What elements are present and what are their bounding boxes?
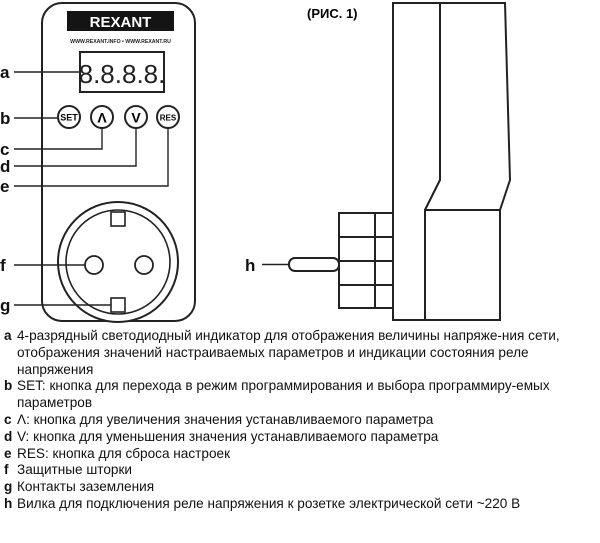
- callout-a: a: [0, 63, 10, 82]
- side-view: [289, 3, 510, 320]
- legend-item: [4, 378, 596, 412]
- brand-name: REXANT: [89, 14, 152, 31]
- callout-d: d: [0, 157, 11, 176]
- socket-hole-left: [85, 256, 103, 274]
- grounding-contact-top: [111, 212, 125, 226]
- legend-text: Контакты заземления: [17, 479, 155, 495]
- legend-item: [4, 412, 596, 429]
- callout-b: b: [0, 109, 11, 128]
- up-button-label: Λ: [97, 109, 107, 126]
- legend-text: V: кнопка для уменьшения значения устанавливаемого параметра: [17, 428, 439, 444]
- socket-hole-right: [135, 256, 153, 274]
- legend-text: Защитные шторки: [17, 462, 133, 478]
- down-button-label: V: [131, 109, 141, 126]
- legend-letter: d: [4, 428, 13, 444]
- legend-item: [4, 446, 596, 463]
- callout-h: h: [245, 256, 256, 275]
- legend-text: SET: кнопка для перехода в режим программирования и выбора программиру-емых параметров: [17, 378, 550, 411]
- legend-letter: e: [4, 445, 12, 461]
- legend-text: RES: кнопка для сброса настроек: [17, 445, 231, 461]
- set-button-label: SET: [60, 112, 78, 123]
- legend-item: [4, 479, 596, 496]
- callout-c: c: [0, 140, 10, 159]
- grounding-contact-bottom: [111, 298, 125, 312]
- legend-item: [4, 496, 596, 513]
- legend-letter: b: [4, 378, 13, 394]
- legend-text: Λ: кнопка для увеличения значения устанавливаемого параметра: [17, 411, 434, 427]
- front-view: [42, 3, 195, 322]
- legend-item: [4, 328, 596, 378]
- legend-letter: h: [4, 495, 13, 511]
- legend-letter: f: [4, 462, 9, 478]
- display-value: 8.8.8.8.: [78, 59, 166, 89]
- callout-f: f: [0, 256, 6, 275]
- legend-text: 4-разрядный светодиодный индикатор для отображения величины напряже-ния сети, отображения значений настраиваемых параметров и индикации состояния реле напряжения: [17, 328, 560, 377]
- legend-text: Вилка для подключения реле напряжения к розетке электрической сети ~220 В: [17, 495, 521, 511]
- callout-g: g: [0, 296, 11, 315]
- legend-item: [4, 462, 596, 479]
- legend-letter: g: [4, 479, 13, 495]
- legend-item: [4, 429, 596, 446]
- figure-caption: (РИС. 1): [307, 6, 358, 21]
- legend-letter: c: [4, 411, 12, 427]
- website-text: WWW.REXANT.INFO • WWW.REXANT.RU: [70, 39, 171, 45]
- legend-letter: a: [4, 328, 12, 343]
- legend: [4, 328, 596, 513]
- plug-pin: [289, 258, 339, 271]
- callout-e: e: [0, 177, 10, 196]
- reset-button-label: RES: [159, 113, 177, 123]
